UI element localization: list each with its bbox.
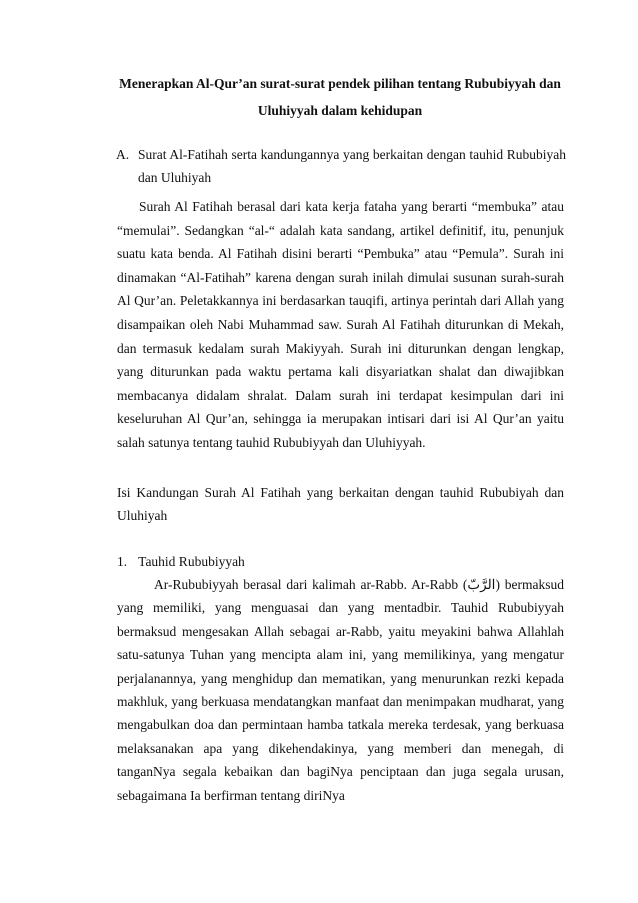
subsection-1-number: 1. (117, 554, 128, 569)
title-line-2: Uluhiyyah dalam kehidupan (257, 103, 423, 118)
paragraph-tauhid-rububiyyah: Ar-Rububiyyah berasal dari kalimah ar-Rabb. Ar-Rabb (الرَّبّ) bermaksud yang memiliki, yang menguasai dan yang mentadbir. Tauhid Rububiyyah bermaksud mengesakan Allah sebagai ar-Rabb, yaitu meyakini bahwa Allahlah satu-satunya Tuhan yang mencipta alam ini, yang memilikinya, yang mengatur perjalanannya, yang menghidup dan mematikan, yang menurunkan rezki kepada makhluk, yang berkuasa mendatangkan manfaat dan menimpakan mudharat, yang mengabulkan doa dan permintaan hamba tatkala mereka terdesak, yang berkuasa melaksanakan apa yang dikehendakinya, yang memberi dan menegah, di tanganNya segala kebaikan dan bagiNya penciptaan dan juga segala urusan, sebagaimana Ia berfirman tentang diriNya (117, 577, 564, 803)
title-line-1: Menerapkan Al-Qur’an surat-surat pendek pilihan tentang Rububiyyah dan (119, 76, 561, 91)
isi-kandungan-heading: Isi Kandungan Surah Al Fatihah yang berkaitan dengan tauhid Rububiyah dan Uluhiyah (117, 485, 564, 523)
section-a-text: Surat Al-Fatihah serta kandungannya yang berkaitan dengan tauhid Rububiyah dan Uluhiyah (138, 147, 566, 185)
section-a-marker: A. (116, 147, 130, 162)
paragraph-al-fatihah-intro: Surah Al Fatihah berasal dari kata kerja fataha yang berarti “membuka” atau “memulai”. Sedangkan “al-“ adalah kata sandang, artikel definitif, itu, penunjuk suatu kata benda. Al Fatihah disini berarti “Pembuka” atau “Pemula”. Surah ini dinamakan “Al-Fatihah” karena dengan surah inilah dimulai susunan surah-surah Al Qur’an. Peletakkannya ini berdasarkan tauqifi, artinya perintah dari Allah yang disampaikan oleh Nabi Muhammad saw. Surah Al Fatihah diturunkan di Mekah, dan termasuk kedalam surah Makiyyah. Surah ini diturunkan dengan lengkap, yang diturunkan pada waktu pertama kali disyariatkan shalat dan diwajibkan membacanya didalam shralat. Dalam surah ini terdapat kesimpulan dari ini keseluruhan Al Qur’an, sehingga ia merupakan intisari dari isi Al Qur’an yaitu salah satunya tentang tauhid Rububiyyah dan Uluhiyyah. (117, 199, 564, 450)
section-a-heading (116, 143, 566, 189)
subsection-1-heading (117, 552, 245, 572)
subsection-1-label: Tauhid Rububiyyah (138, 554, 245, 569)
document-title (100, 70, 580, 124)
